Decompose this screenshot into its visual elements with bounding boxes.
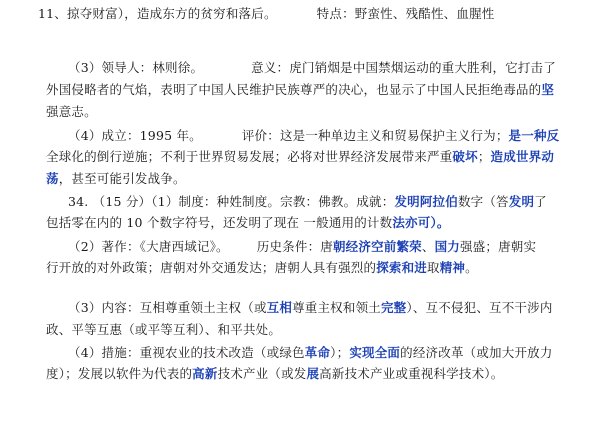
text-segment: 的经济改革（或加大开放力 [400,345,553,360]
line-8 [68,194,547,210]
line-15 [46,366,503,382]
text-segment: 意义：虎门销烟是中国禁烟运动的重大胜利，它打击了 [251,60,556,75]
highlight-segment: 朝经济空前繁荣 [332,239,422,254]
text-segment: 强盛；唐朝实 [459,239,537,254]
text-segment: 评价：这是一种单边主义和贸易保护主义行为； [241,128,509,143]
text-segment: 技术产业（或发 [217,366,307,381]
text-segment: 数字（答 [457,194,509,209]
text-segment: （4）措施：重视农业的技术改造（或绿色 [68,345,305,360]
line-3 [46,82,554,98]
text-segment: 尊重主权和领土 [292,300,381,315]
text-segment: ）； [330,345,350,360]
highlight-segment: ）。 [430,215,450,230]
line-5 [68,128,559,144]
line-11 [46,260,478,276]
line-2 [68,60,556,76]
highlight-segment: 坚 [541,82,555,97]
text-segment: 34. （15 分）（1）制度：种姓制度。宗教：佛教。成就： [68,194,395,209]
text-segment: 历史条件：唐 [256,239,333,254]
text-segment: 外国侵略者的气焰，表明了中国人民维护民族尊严的决心，也显示了中国人民拒绝毒品的 [46,82,542,97]
text-segment: 高新技术产业或重视科学技术）。 [319,366,504,381]
line-4 [46,104,97,120]
highlight-segment: 互相 [266,300,293,315]
highlight-segment: 精神 [439,260,466,275]
text-segment: （4）成立：1995 年。 [68,128,202,143]
highlight-segment: 高新 [192,366,218,381]
text-segment: 行开放的对外政策；唐朝对外交通发达；唐朝人具有强烈的 [46,260,377,275]
line-9 [46,215,450,231]
text-segment: ； [477,149,491,164]
line-12 [68,300,553,316]
text-segment: 包括零在内的 10 个数字符号，还发明了现在 一般通用的计数 [46,215,393,230]
text-segment: 了 [534,194,547,209]
highlight-segment: 展 [306,366,320,381]
line-6 [46,149,554,165]
text-segment: 。 [465,260,478,275]
text-segment: 全球化的倒行逆施；不利于世界贸易发展；必将对世界经济发展带来严重 [46,149,453,164]
highlight-segment: 是一种反 [508,128,560,143]
highlight-segment: 造成世界动 [490,149,555,164]
text-segment: （3）内容：互相尊重领土主权（或 [68,300,267,315]
text-segment: 、 [421,239,435,254]
line-14 [68,345,553,361]
text-segment: 政、平等互惠（或平等互利）、和平共处。 [46,322,282,337]
text-segment: ）、互不侵犯、互不干涉内 [406,300,553,315]
highlight-segment: 破坏 [452,149,478,164]
text-segment: 度）；发展以软件为代表的 [46,366,193,381]
highlight-segment: 探索和进 [376,260,428,275]
highlight-segment: 完整 [380,300,407,315]
highlight-segment: 革命 [304,345,331,360]
text-segment: 强意志。 [46,104,97,119]
highlight-segment: 荡 [46,171,59,186]
highlight-segment: 发明阿拉伯 [394,194,458,209]
text-segment: 11、掠夺财富），造成东方的贫穷和落后。 [38,6,277,21]
highlight-segment: 法亦可 [392,215,431,230]
line-13 [46,322,281,338]
text-segment: （2）著作：《大唐西域记》。 [68,239,229,254]
line-7 [46,171,186,187]
text-segment: （3）领导人：林则徐。 [68,60,204,75]
line-1 [38,6,494,22]
highlight-segment: 发明 [508,194,535,209]
text-segment: ，甚至可能引发战争。 [58,171,186,186]
text-segment: 特点：野蛮性、残酷性、血腥性 [316,6,495,21]
highlight-segment: 实现全面 [349,345,401,360]
text-segment: 取 [427,260,440,275]
highlight-segment: 国力 [434,239,460,254]
line-10 [68,239,536,255]
